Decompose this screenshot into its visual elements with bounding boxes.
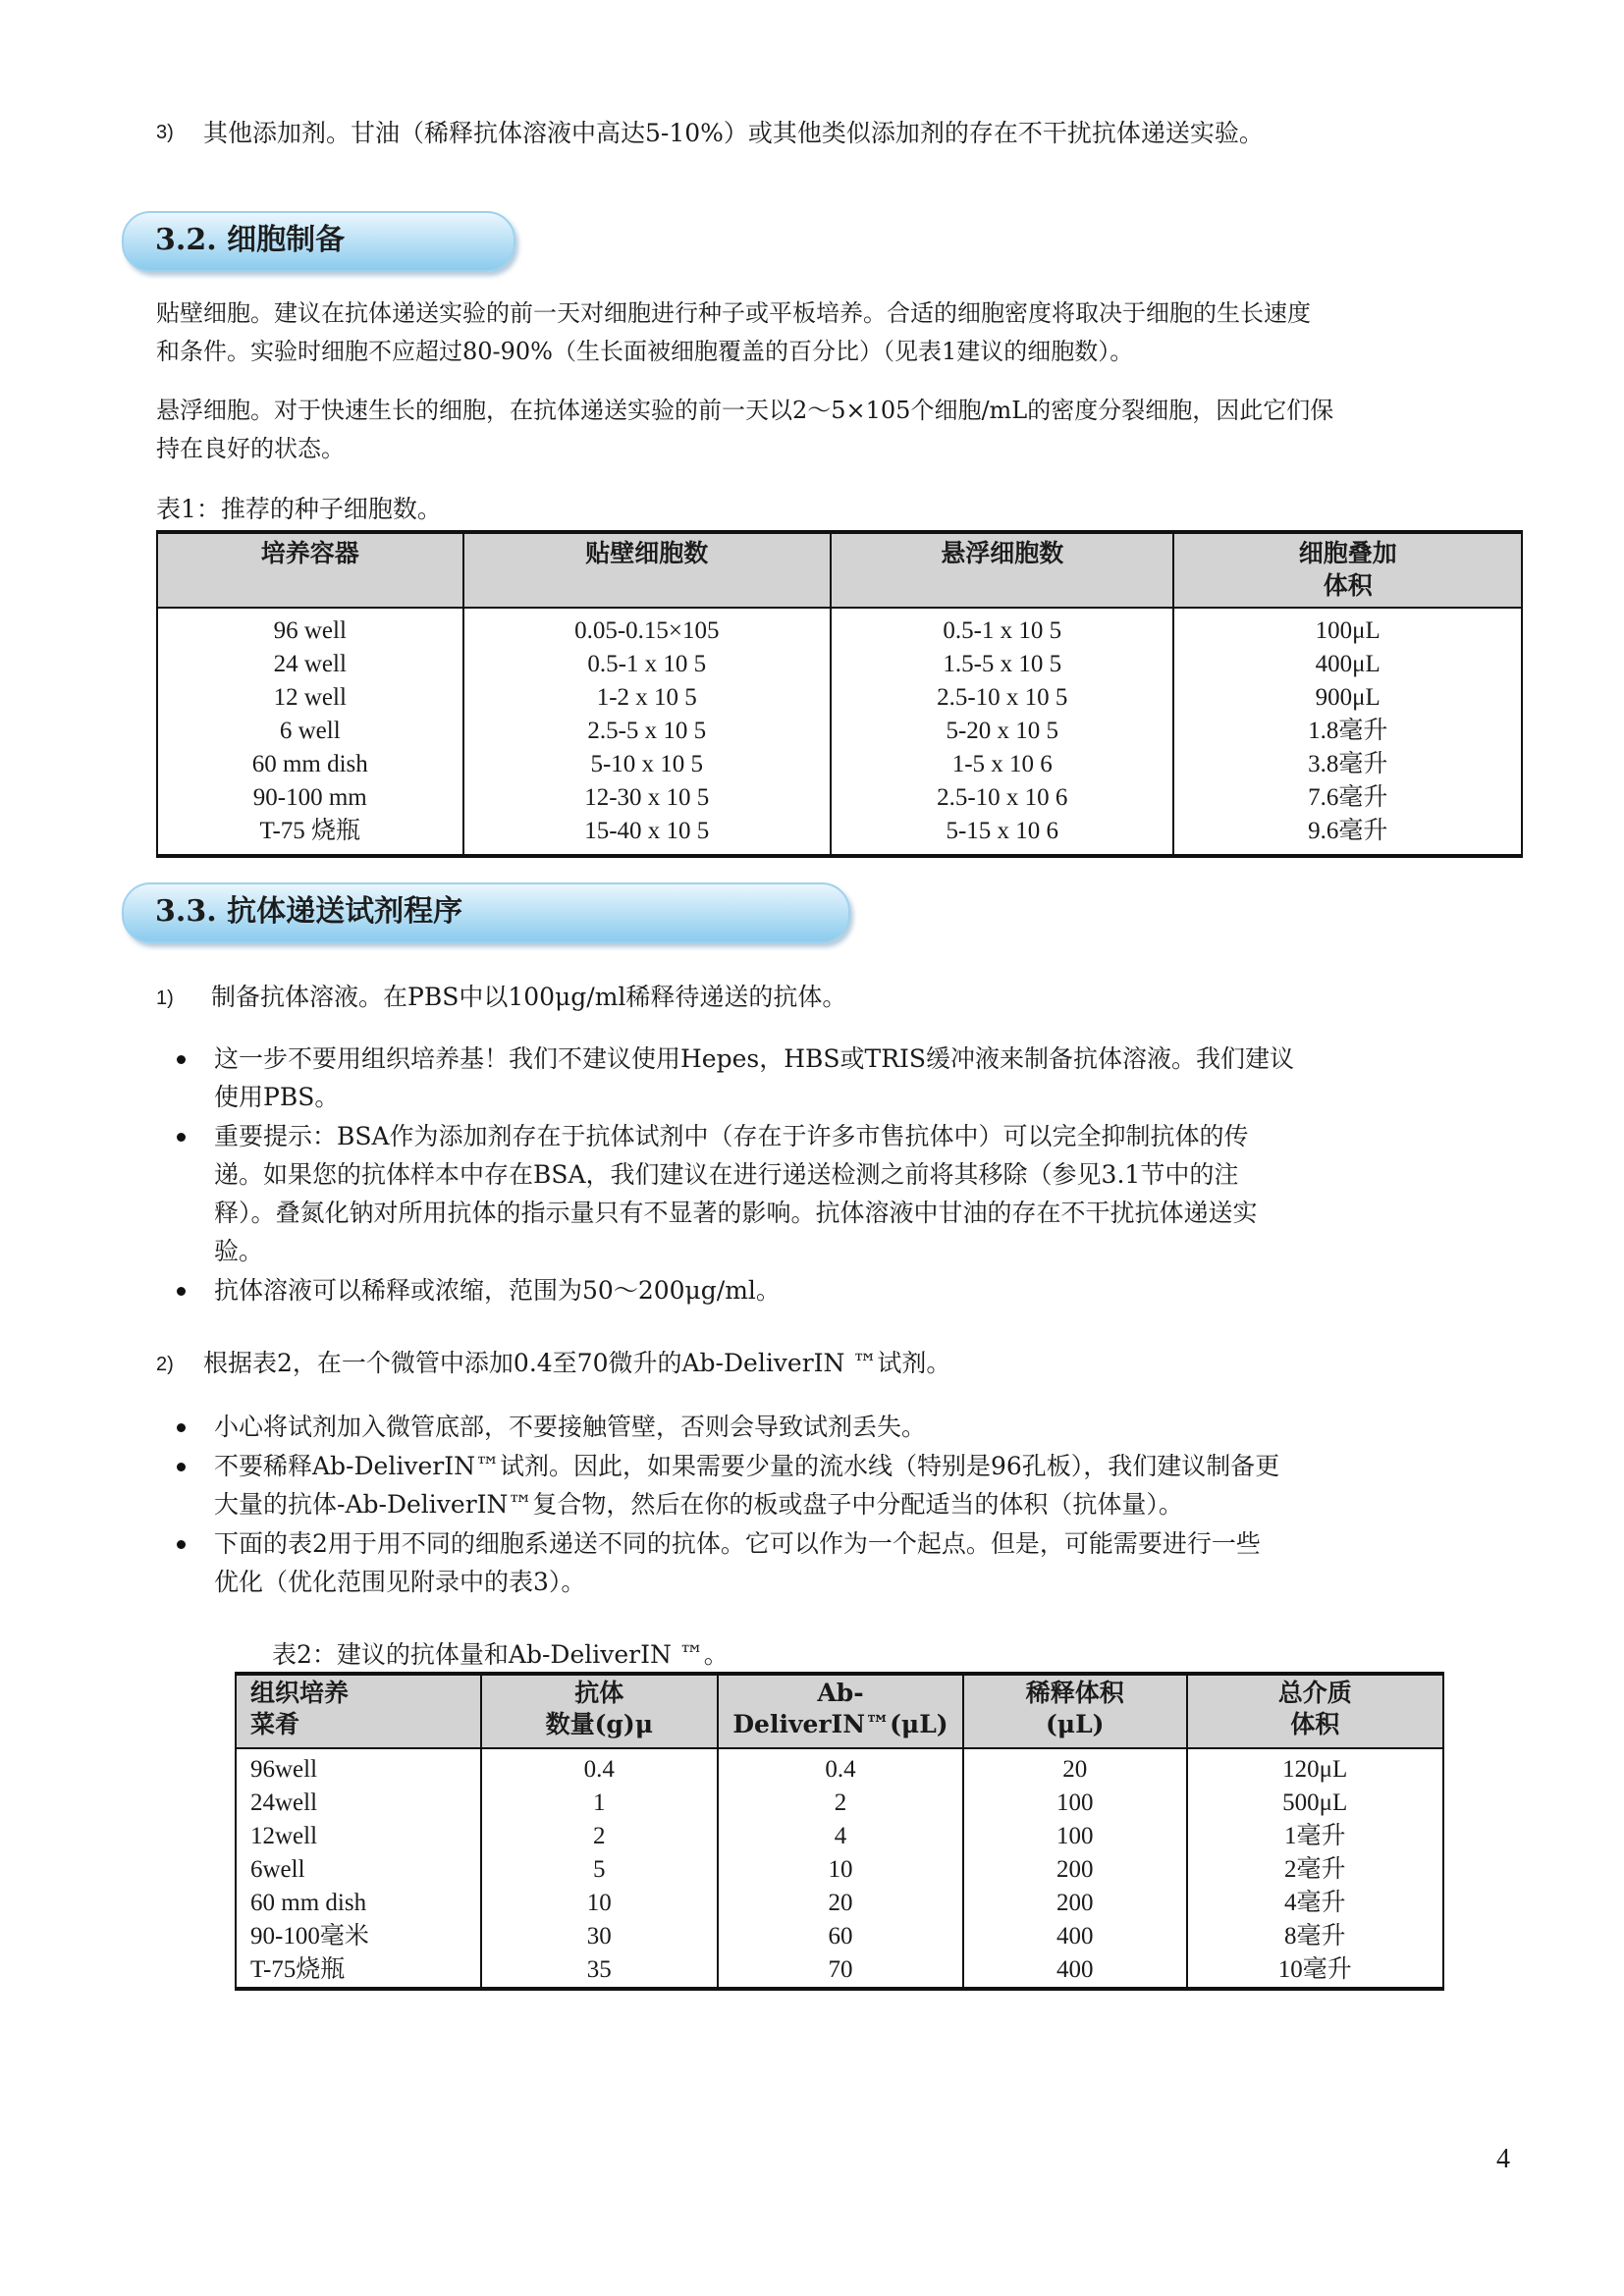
- table-header: [718, 1674, 963, 1748]
- step2-text: 根据表2，在一个微管中添加0.4至70微升的Ab-DeliverIN ™试剂。: [203, 1349, 951, 1377]
- table-cell: 400μL: [1173, 648, 1522, 681]
- table-cell: 100μL: [1173, 608, 1522, 648]
- table-row: [236, 1953, 1443, 1989]
- table-row: [236, 1887, 1443, 1920]
- table-cell: 1.5-5 x 10 5: [831, 648, 1173, 681]
- bullet-line: 不要稀释Ab-DeliverIN™试剂。因此，如果需要少量的流水线（特别是96孔板），我们建议制备更: [214, 1452, 1280, 1480]
- bullet-line: 抗体溶液可以稀释或浓缩，范围为50～200μg/ml。: [214, 1276, 781, 1305]
- table-cell: 8毫升: [1187, 1920, 1444, 1953]
- table-cell: 200: [963, 1887, 1187, 1920]
- table-cell: 0.4: [481, 1748, 719, 1787]
- table-cell: 7.6毫升: [1173, 781, 1522, 815]
- table-cell: 10: [718, 1853, 963, 1887]
- step1-text: 制备抗体溶液。在PBS中以100μg/ml稀释待递送的抗体。: [211, 983, 847, 1011]
- list-number: 1): [156, 988, 174, 1009]
- bullet-line: 小心将试剂加入微管底部，不要接触管壁，否则会导致试剂丢失。: [214, 1413, 927, 1441]
- table-cell: 2: [718, 1787, 963, 1820]
- bullet-dot: [177, 1055, 186, 1064]
- table-header: 培养容器: [157, 532, 463, 608]
- table-header: 贴壁细胞数: [463, 532, 832, 608]
- table-cell: 15-40 x 10 5: [463, 815, 832, 856]
- header-line: 稀释体积: [1025, 1679, 1124, 1707]
- bullet-line: 释）。叠氮化钠对所用抗体的指示量只有不显著的影响。抗体溶液中甘油的存在不干扰抗体递送实: [214, 1199, 1258, 1227]
- table-cell: 4毫升: [1187, 1887, 1444, 1920]
- table-cell: 30: [481, 1920, 719, 1953]
- table-cell: 9.6毫升: [1173, 815, 1522, 856]
- table-header-row: [157, 532, 1522, 608]
- table-cell: 0.5-1 x 10 5: [831, 608, 1173, 648]
- table-row: [236, 1920, 1443, 1953]
- table-cell: 10毫升: [1187, 1953, 1444, 1989]
- header-line: 体积: [1290, 1710, 1340, 1738]
- table-header: [1173, 532, 1522, 608]
- header-line: 抗体: [574, 1679, 624, 1707]
- table-row: [157, 681, 1522, 715]
- table-cell: 12 well: [157, 681, 463, 715]
- table-cell: 200: [963, 1853, 1187, 1887]
- page-number: 4: [1496, 2144, 1510, 2174]
- header-line: Ab-: [817, 1679, 864, 1707]
- table-cell: T-75 烧瓶: [157, 815, 463, 856]
- header-line: 总介质: [1277, 1679, 1352, 1707]
- header-line: 菜肴: [250, 1710, 300, 1738]
- header-line: DeliverIN™(μL): [732, 1710, 948, 1738]
- header-line: 细胞叠加: [1298, 539, 1397, 567]
- table-cell: 96 well: [157, 608, 463, 648]
- table-row: [157, 815, 1522, 856]
- table-cell: 0.05-0.15×105: [463, 608, 832, 648]
- paragraph-suspension-line1: 悬浮细胞。对于快速生长的细胞，在抗体递送实验的前一天以2～5×105个细胞/mL的密度分裂细胞，因此它们保: [156, 397, 1334, 424]
- bullet-line: 大量的抗体-Ab-DeliverIN™复合物，然后在你的板或盘子中分配适当的体积（抗体量）。: [214, 1490, 1183, 1519]
- list-number: 3): [156, 122, 174, 143]
- bullet-dot: [177, 1423, 186, 1432]
- section-title-cell-prep: 3.2. 细胞制备: [155, 223, 346, 257]
- table-cell: 100: [963, 1820, 1187, 1853]
- table-cell: 120μL: [1187, 1748, 1444, 1787]
- table-cell: 400: [963, 1920, 1187, 1953]
- table-cell: 2.5-10 x 10 6: [831, 781, 1173, 815]
- table-row: [236, 1820, 1443, 1853]
- table-header-row: [236, 1674, 1443, 1748]
- table-row: [236, 1787, 1443, 1820]
- table-row: [157, 781, 1522, 815]
- table-cell: 60 mm dish: [236, 1887, 481, 1920]
- table-row: [157, 608, 1522, 648]
- table-cell: 3.8毫升: [1173, 748, 1522, 781]
- table-row: [157, 715, 1522, 748]
- table-cell: 20: [963, 1748, 1187, 1787]
- table-cell: 70: [718, 1953, 963, 1989]
- paragraph-adherent-line2: 和条件。实验时细胞不应超过80-90%（生长面被细胞覆盖的百分比）（见表1建议的细胞数）。: [156, 338, 1134, 365]
- table-cell: 24 well: [157, 648, 463, 681]
- header-line: (μL): [1045, 1710, 1105, 1738]
- bullet-line: 验。: [214, 1237, 264, 1265]
- table-cell: 1: [481, 1787, 719, 1820]
- bullet-dot: [177, 1287, 186, 1296]
- header-line: 数量(g)μ: [545, 1710, 653, 1738]
- table-header: [963, 1674, 1187, 1748]
- table-cell: 1-2 x 10 5: [463, 681, 832, 715]
- table-cell: 900μL: [1173, 681, 1522, 715]
- table-cell: 96well: [236, 1748, 481, 1787]
- table-cell: 12well: [236, 1820, 481, 1853]
- header-line: 组织培养: [250, 1679, 350, 1707]
- paragraph-suspension-line2: 持在良好的状态。: [156, 435, 345, 462]
- table-cell: 24well: [236, 1787, 481, 1820]
- table-cell: T-75烧瓶: [236, 1953, 481, 1989]
- table-header: [481, 1674, 719, 1748]
- table-row: [236, 1853, 1443, 1887]
- table-cell: 0.4: [718, 1748, 963, 1787]
- table-cell: 0.5-1 x 10 5: [463, 648, 832, 681]
- paragraph-adherent-line1: 贴壁细胞。建议在抗体递送实验的前一天对细胞进行种子或平板培养。合适的细胞密度将取决于细胞的生长速度: [156, 299, 1311, 327]
- bullet-line: 重要提示：BSA作为添加剂存在于抗体试剂中（存在于许多市售抗体中）可以完全抑制抗体的传: [214, 1122, 1249, 1150]
- table-cell: 100: [963, 1787, 1187, 1820]
- table-cell: 12-30 x 10 5: [463, 781, 832, 815]
- table-cell: 2.5-5 x 10 5: [463, 715, 832, 748]
- paragraph-additives: 其他添加剂。甘油（稀释抗体溶液中高达5-10%）或其他类似添加剂的存在不干扰抗体递送实验。: [203, 119, 1264, 147]
- list-number: 2): [156, 1354, 174, 1375]
- table-cell: 500μL: [1187, 1787, 1444, 1820]
- bullet-line: 优化（优化范围见附录中的表3）。: [214, 1568, 586, 1596]
- table-cell: 1-5 x 10 6: [831, 748, 1173, 781]
- table-cell: 20: [718, 1887, 963, 1920]
- table-cell: 60: [718, 1920, 963, 1953]
- table-cell: 35: [481, 1953, 719, 1989]
- bullet-line: 递。如果您的抗体样本中存在BSA，我们建议在进行递送检测之前将其移除（参见3.1节中的注: [214, 1160, 1239, 1189]
- table-cell: 90-100毫米: [236, 1920, 481, 1953]
- table-cell: 1.8毫升: [1173, 715, 1522, 748]
- table-cell: 6 well: [157, 715, 463, 748]
- table-cell: 400: [963, 1953, 1187, 1989]
- table-row: [157, 648, 1522, 681]
- table-header: 悬浮细胞数: [831, 532, 1173, 608]
- bullet-line: 下面的表2用于用不同的细胞系递送不同的抗体。它可以作为一个起点。但是，可能需要进行一些: [214, 1529, 1261, 1558]
- bullet-line: 这一步不要用组织培养基！我们不建议使用Hepes，HBS或TRIS缓冲液来制备抗体溶液。我们建议: [214, 1044, 1295, 1073]
- section-title-procedure: 3.3. 抗体递送试剂程序: [155, 894, 463, 929]
- table-row: [236, 1748, 1443, 1787]
- table-cell: 10: [481, 1887, 719, 1920]
- bullet-dot: [177, 1540, 186, 1549]
- table-cell: 90-100 mm: [157, 781, 463, 815]
- header-line: 体积: [1323, 571, 1373, 600]
- table-header: [1187, 1674, 1444, 1748]
- table-cell: 5-20 x 10 5: [831, 715, 1173, 748]
- table-cell: 5: [481, 1853, 719, 1887]
- table-cell: 60 mm dish: [157, 748, 463, 781]
- bullet-dot: [177, 1133, 186, 1142]
- table-cell: 2.5-10 x 10 5: [831, 681, 1173, 715]
- table-cell: 6well: [236, 1853, 481, 1887]
- table-cell: 4: [718, 1820, 963, 1853]
- table-cell: 1毫升: [1187, 1820, 1444, 1853]
- table-cell: 2: [481, 1820, 719, 1853]
- bullet-line: 使用PBS。: [214, 1083, 340, 1111]
- table2-caption: 表2：建议的抗体量和Ab-DeliverIN ™。: [272, 1640, 729, 1669]
- table-cell: 5-10 x 10 5: [463, 748, 832, 781]
- table-header: [236, 1674, 481, 1748]
- table-row: [157, 748, 1522, 781]
- table-cell: 2毫升: [1187, 1853, 1444, 1887]
- table-cell: 5-15 x 10 6: [831, 815, 1173, 856]
- table1-caption: 表1：推荐的种子细胞数。: [156, 495, 442, 523]
- bullet-dot: [177, 1463, 186, 1471]
- table-antibody-amounts: [235, 1672, 1444, 1991]
- table-seed-cells: [156, 530, 1523, 858]
